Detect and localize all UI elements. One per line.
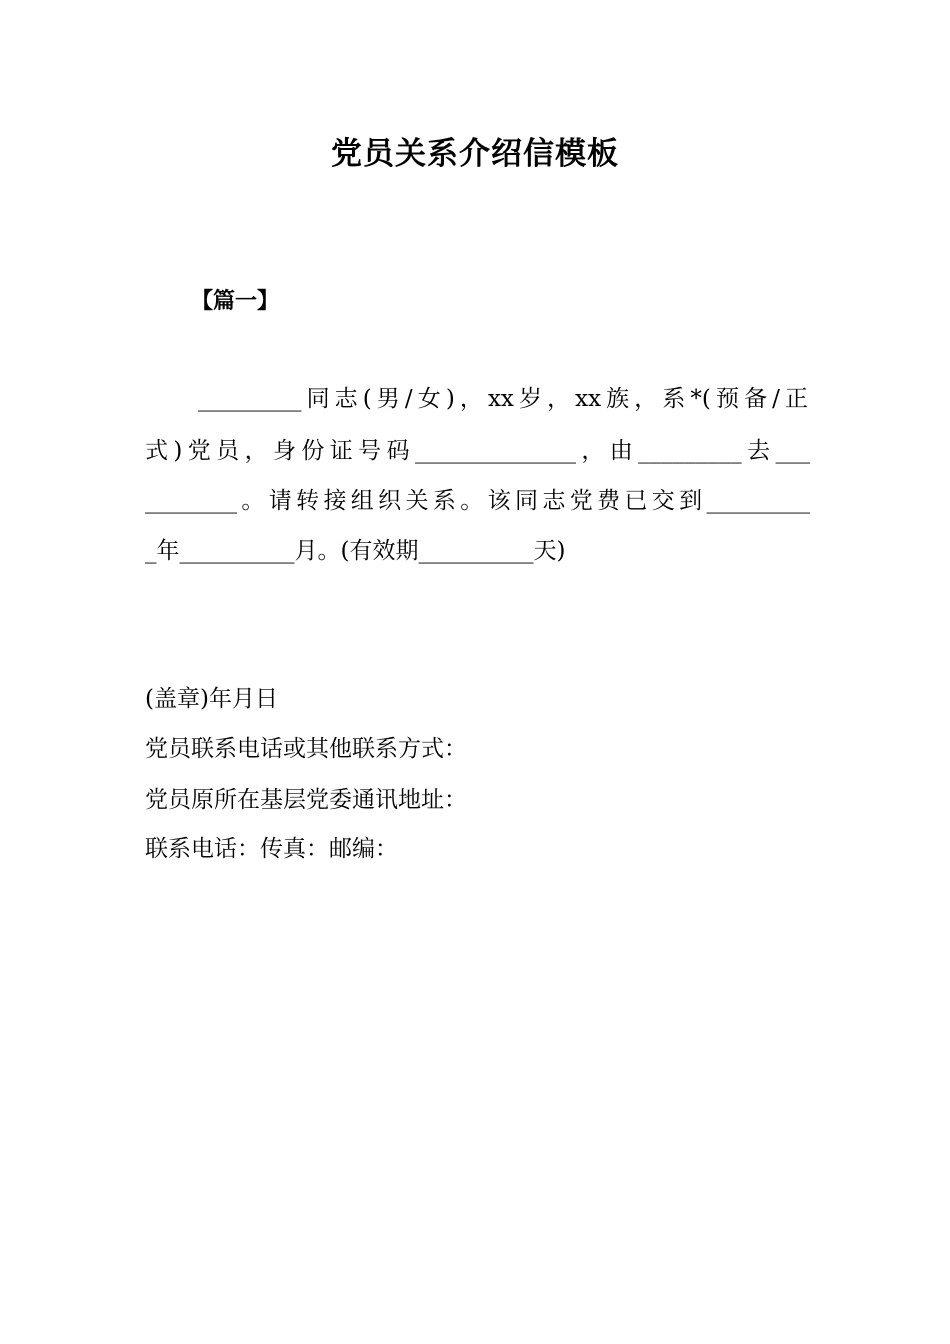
body-line-1: _________同志(男/女)，xx岁，xx族，系*(预备/正	[198, 386, 808, 412]
member-contact-line: 党员联系电话或其他联系方式：	[145, 736, 467, 762]
seal-date-line: (盖章)年月日	[145, 686, 278, 712]
body-line-2: 式)党员，身份证号码______________，由_________去___	[145, 438, 810, 464]
document-title: 党员关系介绍信模板	[331, 136, 619, 172]
committee-address-line: 党员原所在基层党委通讯地址：	[145, 787, 467, 813]
body-line-3: ________。请转接组织关系。该同志党费已交到_________	[145, 488, 810, 514]
body-line-4: _年__________月。(有效期__________天)	[145, 538, 566, 564]
section-heading: 【篇一】	[191, 289, 280, 314]
phone-fax-postcode-line: 联系电话：传真：邮编：	[145, 836, 398, 862]
